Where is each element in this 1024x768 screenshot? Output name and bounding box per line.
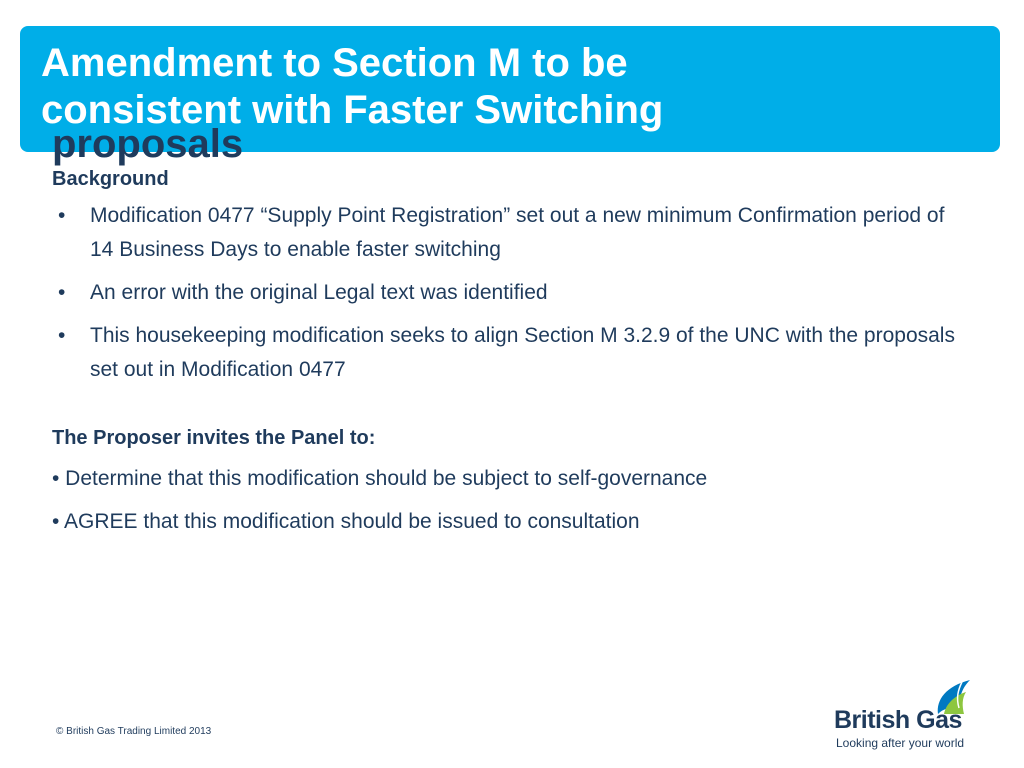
background-bullet-list: [52, 199, 972, 387]
slide-body: [52, 165, 972, 548]
slide-title: Amendment to Section M to be consistent with Faster Switching: [41, 41, 664, 132]
british-gas-logo: [832, 676, 982, 756]
copyright-footer: © British Gas Trading Limited 2013: [56, 726, 212, 737]
panel-action-item: • AGREE that this modification should be issued to consultation: [52, 510, 640, 533]
bullet-text: An error with the original Legal text was identified: [90, 281, 548, 304]
bullet-glyph: •: [58, 324, 66, 347]
bullet-item: [52, 199, 972, 267]
bullet-text: Modification 0477 “Supply Point Registration” set out a new minimum Confirmation period of 14 Business Days to enable faster switching: [90, 204, 945, 261]
section-spacer: [52, 396, 972, 424]
panel-action-item: • Determine that this modification should be subject to self-governance: [52, 467, 708, 490]
background-heading: Background: [52, 168, 169, 190]
logo-wordmark: British Gas: [834, 706, 962, 734]
bullet-glyph: •: [58, 204, 66, 227]
title-overflow-text: [52, 122, 272, 166]
title-overflow-word: proposals: [52, 122, 244, 166]
bullet-text: This housekeeping modification seeks to align Section M 3.2.9 of the UNC with the proposals set out in Modification 0477: [90, 324, 955, 381]
bullet-item: [52, 276, 972, 310]
bullet-glyph: •: [58, 281, 66, 304]
bullet-item: [52, 319, 972, 387]
logo-tagline: Looking after your world: [836, 736, 965, 750]
panel-heading: The Proposer invites the Panel to:: [52, 427, 376, 449]
